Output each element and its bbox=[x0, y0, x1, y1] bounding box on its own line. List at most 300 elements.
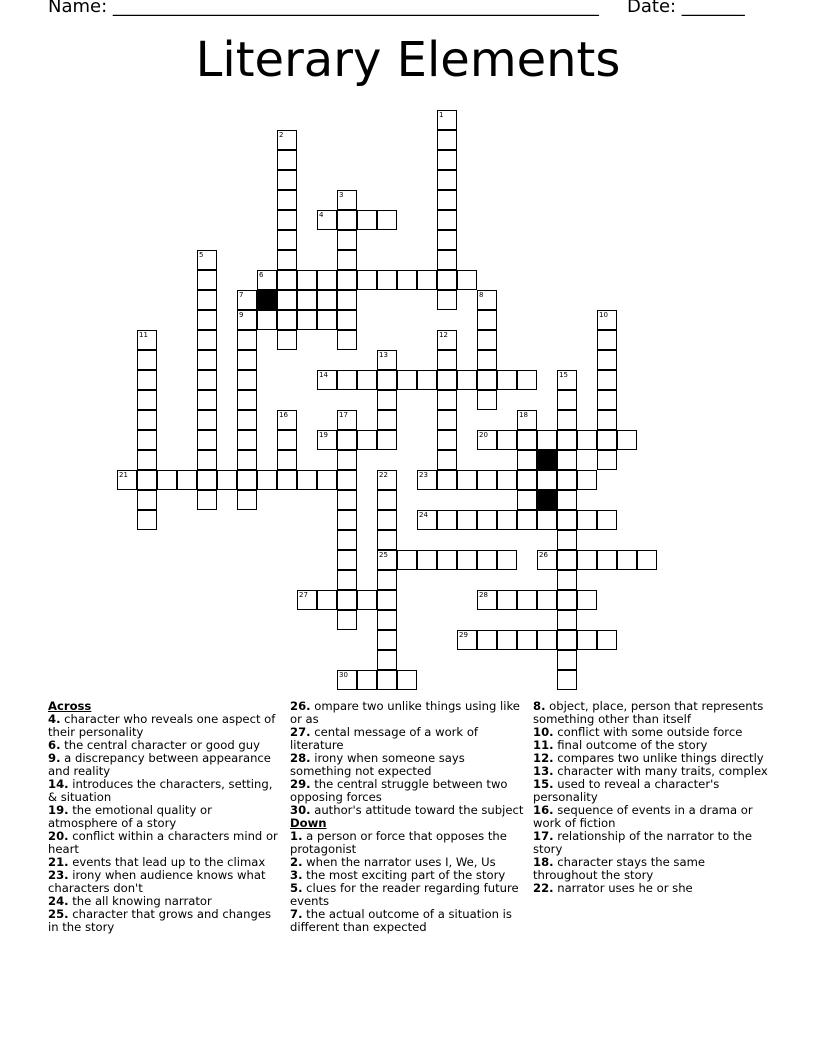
grid-cell[interactable] bbox=[317, 210, 337, 230]
clue-number: 9. bbox=[48, 751, 61, 765]
across-clue bbox=[48, 713, 284, 739]
clue-number: 26 bbox=[539, 551, 548, 559]
grid-cell[interactable] bbox=[537, 630, 557, 650]
grid-cell[interactable] bbox=[357, 210, 377, 230]
grid-cell[interactable] bbox=[377, 410, 397, 430]
clue-text: the central struggle between two opposing forces bbox=[290, 777, 508, 804]
date-field[interactable]: Date: _______ bbox=[627, 0, 745, 17]
clue-number: 24 bbox=[419, 511, 428, 519]
clue-number: 27. bbox=[290, 725, 311, 739]
clue-number: 27 bbox=[299, 591, 308, 599]
clue-text: used to reveal a character's personality bbox=[533, 777, 720, 804]
grid-cell[interactable] bbox=[357, 270, 377, 290]
grid-cell[interactable] bbox=[197, 490, 217, 510]
grid-cell[interactable] bbox=[397, 370, 417, 390]
grid-cell[interactable] bbox=[437, 330, 457, 350]
across-clue bbox=[48, 830, 284, 856]
grid-cell[interactable] bbox=[197, 430, 217, 450]
grid-cell[interactable] bbox=[437, 270, 457, 290]
grid-cell[interactable] bbox=[597, 430, 617, 450]
grid-cell[interactable] bbox=[337, 210, 357, 230]
grid-cell[interactable] bbox=[437, 410, 457, 430]
grid-cell[interactable] bbox=[477, 510, 497, 530]
grid-cell[interactable] bbox=[477, 430, 497, 450]
grid-cell[interactable] bbox=[597, 550, 617, 570]
clue-text: irony when someone says something not expected bbox=[290, 751, 465, 778]
down-clue bbox=[533, 778, 769, 804]
grid-cell[interactable] bbox=[517, 490, 537, 510]
grid-cell[interactable] bbox=[437, 430, 457, 450]
grid-cell[interactable] bbox=[537, 590, 557, 610]
grid-cell[interactable] bbox=[557, 470, 577, 490]
clue-number: 9 bbox=[239, 311, 244, 319]
grid-cell[interactable] bbox=[557, 450, 577, 470]
grid-cell[interactable] bbox=[217, 470, 237, 490]
grid-cell[interactable] bbox=[317, 270, 337, 290]
grid-cell[interactable] bbox=[517, 510, 537, 530]
clue-text: irony when audience knows what characters don't bbox=[48, 868, 266, 895]
grid-cell[interactable] bbox=[337, 230, 357, 250]
grid-cell[interactable] bbox=[437, 130, 457, 150]
grid-cell[interactable] bbox=[357, 590, 377, 610]
grid-cell[interactable] bbox=[277, 270, 297, 290]
grid-cell[interactable] bbox=[137, 410, 157, 430]
grid-cell[interactable] bbox=[597, 370, 617, 390]
clue-text: narrator uses he or she bbox=[553, 881, 693, 895]
grid-cell[interactable] bbox=[557, 670, 577, 690]
grid-cell[interactable] bbox=[157, 470, 177, 490]
grid-cell[interactable] bbox=[417, 550, 437, 570]
clue-column-1 bbox=[48, 700, 284, 934]
down-clue bbox=[533, 700, 769, 726]
grid-cell[interactable] bbox=[317, 470, 337, 490]
grid-cell[interactable] bbox=[337, 590, 357, 610]
grid-cell[interactable] bbox=[577, 430, 597, 450]
grid-cell[interactable] bbox=[437, 170, 457, 190]
grid-cell[interactable] bbox=[137, 430, 157, 450]
grid-cell[interactable] bbox=[337, 330, 357, 350]
clue-text: clues for the reader regarding future events bbox=[290, 881, 519, 908]
grid-cell[interactable] bbox=[317, 370, 337, 390]
grid-cell[interactable] bbox=[577, 510, 597, 530]
clue-number: 26. bbox=[290, 699, 311, 713]
clue-number: 18 bbox=[519, 411, 528, 419]
clue-number: 17. bbox=[533, 829, 554, 843]
grid-cell[interactable] bbox=[177, 470, 197, 490]
clue-number: 15 bbox=[559, 371, 568, 379]
grid-cell[interactable] bbox=[477, 470, 497, 490]
grid-cell[interactable] bbox=[317, 310, 337, 330]
grid-cell[interactable] bbox=[557, 610, 577, 630]
clue-number: 18. bbox=[533, 855, 554, 869]
grid-cell[interactable] bbox=[197, 370, 217, 390]
grid-cell[interactable] bbox=[417, 470, 437, 490]
grid-cell[interactable] bbox=[377, 630, 397, 650]
black-cell bbox=[537, 490, 557, 510]
grid-cell[interactable] bbox=[437, 390, 457, 410]
grid-cell[interactable] bbox=[557, 630, 577, 650]
clue-text: the most exciting part of the story bbox=[302, 868, 506, 882]
black-cell bbox=[537, 450, 557, 470]
grid-cell[interactable] bbox=[557, 410, 577, 430]
grid-cell[interactable] bbox=[457, 370, 477, 390]
grid-cell[interactable] bbox=[357, 370, 377, 390]
grid-cell[interactable] bbox=[597, 390, 617, 410]
grid-cell[interactable] bbox=[317, 590, 337, 610]
clue-text: the all knowing narrator bbox=[68, 894, 212, 908]
grid-cell[interactable] bbox=[537, 510, 557, 530]
clue-text: cental message of a work of literature bbox=[290, 725, 478, 752]
clue-number: 20. bbox=[48, 829, 69, 843]
grid-cell[interactable] bbox=[537, 550, 557, 570]
grid-cell[interactable] bbox=[577, 590, 597, 610]
grid-cell[interactable] bbox=[517, 410, 537, 430]
grid-cell[interactable] bbox=[377, 490, 397, 510]
grid-cell[interactable] bbox=[237, 470, 257, 490]
grid-cell[interactable] bbox=[457, 270, 477, 290]
grid-cell[interactable] bbox=[377, 470, 397, 490]
grid-cell[interactable] bbox=[337, 190, 357, 210]
grid-cell[interactable] bbox=[377, 430, 397, 450]
grid-cell[interactable] bbox=[397, 550, 417, 570]
grid-cell[interactable] bbox=[437, 370, 457, 390]
grid-cell[interactable] bbox=[277, 130, 297, 150]
grid-cell[interactable] bbox=[557, 510, 577, 530]
grid-cell[interactable] bbox=[337, 530, 357, 550]
clue-text: introduces the characters, setting, & situation bbox=[48, 777, 273, 804]
down-clue bbox=[533, 856, 769, 882]
grid-cell[interactable] bbox=[637, 550, 657, 570]
grid-cell[interactable] bbox=[437, 350, 457, 370]
clue-text: ompare two unlike things using like or as bbox=[290, 699, 520, 726]
across-clue bbox=[48, 778, 284, 804]
grid-cell[interactable] bbox=[617, 430, 637, 450]
clue-number: 23 bbox=[419, 471, 428, 479]
grid-cell[interactable] bbox=[457, 550, 477, 570]
grid-cell[interactable] bbox=[237, 390, 257, 410]
down-clue bbox=[533, 882, 769, 895]
grid-cell[interactable] bbox=[557, 650, 577, 670]
grid-cell[interactable] bbox=[137, 470, 157, 490]
grid-cell[interactable] bbox=[477, 590, 497, 610]
grid-cell[interactable] bbox=[477, 350, 497, 370]
grid-cell[interactable] bbox=[197, 290, 217, 310]
clue-number: 20 bbox=[479, 431, 488, 439]
grid-cell[interactable] bbox=[337, 270, 357, 290]
grid-cell[interactable] bbox=[377, 350, 397, 370]
grid-cell[interactable] bbox=[377, 610, 397, 630]
grid-cell[interactable] bbox=[497, 510, 517, 530]
clue-text: the emotional quality or atmosphere of a story bbox=[48, 803, 212, 830]
page-title: Literary Elements bbox=[195, 32, 621, 88]
clue-number: 21. bbox=[48, 855, 69, 869]
grid-cell[interactable] bbox=[537, 470, 557, 490]
grid-cell[interactable] bbox=[597, 310, 617, 330]
grid-cell[interactable] bbox=[297, 470, 317, 490]
grid-cell[interactable] bbox=[237, 330, 257, 350]
grid-cell[interactable] bbox=[337, 470, 357, 490]
grid-cell[interactable] bbox=[557, 430, 577, 450]
grid-cell[interactable] bbox=[437, 250, 457, 270]
grid-cell[interactable] bbox=[277, 450, 297, 470]
grid-cell[interactable] bbox=[377, 210, 397, 230]
grid-cell[interactable] bbox=[197, 390, 217, 410]
grid-cell[interactable] bbox=[457, 510, 477, 530]
grid-cell[interactable] bbox=[497, 630, 517, 650]
grid-cell[interactable] bbox=[277, 290, 297, 310]
grid-cell[interactable] bbox=[477, 310, 497, 330]
clue-number: 23. bbox=[48, 868, 69, 882]
grid-cell[interactable] bbox=[297, 290, 317, 310]
grid-cell[interactable] bbox=[337, 430, 357, 450]
grid-cell[interactable] bbox=[597, 510, 617, 530]
clue-number: 12 bbox=[439, 331, 448, 339]
grid-cell[interactable] bbox=[137, 510, 157, 530]
grid-cell[interactable] bbox=[477, 390, 497, 410]
grid-cell[interactable] bbox=[557, 570, 577, 590]
grid-cell[interactable] bbox=[237, 490, 257, 510]
grid-cell[interactable] bbox=[237, 450, 257, 470]
clue-number: 2 bbox=[279, 131, 284, 139]
grid-cell[interactable] bbox=[437, 210, 457, 230]
across-clue bbox=[290, 778, 526, 804]
grid-cell[interactable] bbox=[597, 630, 617, 650]
grid-cell[interactable] bbox=[377, 650, 397, 670]
grid-cell[interactable] bbox=[437, 190, 457, 210]
grid-cell[interactable] bbox=[277, 310, 297, 330]
grid-cell[interactable] bbox=[557, 590, 577, 610]
grid-cell[interactable] bbox=[377, 270, 397, 290]
grid-cell[interactable] bbox=[337, 670, 357, 690]
grid-cell[interactable] bbox=[297, 310, 317, 330]
grid-cell[interactable] bbox=[377, 530, 397, 550]
grid-cell[interactable] bbox=[237, 310, 257, 330]
grid-cell[interactable] bbox=[517, 450, 537, 470]
grid-cell[interactable] bbox=[377, 510, 397, 530]
grid-cell[interactable] bbox=[277, 430, 297, 450]
down-heading: Down bbox=[290, 816, 327, 830]
grid-cell[interactable] bbox=[277, 230, 297, 250]
grid-cell[interactable] bbox=[137, 370, 157, 390]
clue-number: 28 bbox=[479, 591, 488, 599]
grid-cell[interactable] bbox=[477, 550, 497, 570]
grid-cell[interactable] bbox=[557, 370, 577, 390]
grid-cell[interactable] bbox=[237, 350, 257, 370]
grid-cell[interactable] bbox=[557, 490, 577, 510]
grid-cell[interactable] bbox=[337, 370, 357, 390]
grid-cell[interactable] bbox=[577, 470, 597, 490]
clue-number: 15. bbox=[533, 777, 554, 791]
grid-cell[interactable] bbox=[297, 590, 317, 610]
grid-cell[interactable] bbox=[277, 470, 297, 490]
grid-cell[interactable] bbox=[437, 450, 457, 470]
grid-cell[interactable] bbox=[257, 310, 277, 330]
clue-number: 1. bbox=[290, 829, 303, 843]
grid-cell[interactable] bbox=[337, 550, 357, 570]
grid-cell[interactable] bbox=[137, 330, 157, 350]
clue-text: conflict within a characters mind or heart bbox=[48, 829, 278, 856]
grid-cell[interactable] bbox=[557, 530, 577, 550]
clue-number: 22. bbox=[533, 881, 554, 895]
grid-cell[interactable] bbox=[277, 330, 297, 350]
grid-cell[interactable] bbox=[457, 470, 477, 490]
clue-number: 30. bbox=[290, 803, 311, 817]
clue-number: 10. bbox=[533, 725, 554, 739]
clue-number: 21 bbox=[119, 471, 128, 479]
grid-cell[interactable] bbox=[397, 270, 417, 290]
clue-text: when the narrator uses I, We, Us bbox=[302, 855, 496, 869]
down-clue bbox=[290, 908, 526, 934]
clue-text: the central character or good guy bbox=[60, 738, 260, 752]
grid-cell[interactable] bbox=[597, 350, 617, 370]
grid-cell[interactable] bbox=[337, 490, 357, 510]
clue-number: 14 bbox=[319, 371, 328, 379]
grid-cell[interactable] bbox=[537, 430, 557, 450]
name-field[interactable]: Name: ______________________________________________________ bbox=[48, 0, 599, 17]
clue-number: 24. bbox=[48, 894, 69, 908]
grid-cell[interactable] bbox=[237, 370, 257, 390]
grid-cell[interactable] bbox=[137, 450, 157, 470]
grid-cell[interactable] bbox=[277, 210, 297, 230]
clue-number: 1 bbox=[439, 111, 444, 119]
grid-cell[interactable] bbox=[197, 270, 217, 290]
grid-cell[interactable] bbox=[437, 150, 457, 170]
clue-text: a person or force that opposes the protagonist bbox=[290, 829, 507, 856]
grid-cell[interactable] bbox=[557, 550, 577, 570]
grid-cell[interactable] bbox=[337, 510, 357, 530]
grid-cell[interactable] bbox=[517, 470, 537, 490]
grid-cell[interactable] bbox=[237, 410, 257, 430]
clue-number: 29 bbox=[459, 631, 468, 639]
grid-cell[interactable] bbox=[337, 610, 357, 630]
grid-cell[interactable] bbox=[137, 390, 157, 410]
grid-cell[interactable] bbox=[237, 290, 257, 310]
grid-cell[interactable] bbox=[357, 670, 377, 690]
grid-cell[interactable] bbox=[337, 310, 357, 330]
grid-cell[interactable] bbox=[497, 590, 517, 610]
grid-cell[interactable] bbox=[257, 470, 277, 490]
grid-cell[interactable] bbox=[417, 370, 437, 390]
grid-cell[interactable] bbox=[477, 370, 497, 390]
grid-cell[interactable] bbox=[137, 490, 157, 510]
grid-cell[interactable] bbox=[197, 310, 217, 330]
grid-cell[interactable] bbox=[417, 270, 437, 290]
grid-cell[interactable] bbox=[497, 370, 517, 390]
grid-cell[interactable] bbox=[377, 670, 397, 690]
clue-text: relationship of the narrator to the story bbox=[533, 829, 752, 856]
grid-cell[interactable] bbox=[497, 430, 517, 450]
grid-cell[interactable] bbox=[277, 250, 297, 270]
grid-cell[interactable] bbox=[497, 470, 517, 490]
grid-cell[interactable] bbox=[577, 550, 597, 570]
grid-cell[interactable] bbox=[377, 550, 397, 570]
grid-cell[interactable] bbox=[377, 590, 397, 610]
grid-cell[interactable] bbox=[197, 250, 217, 270]
grid-cell[interactable] bbox=[457, 630, 477, 650]
grid-cell[interactable] bbox=[277, 170, 297, 190]
clue-number: 12. bbox=[533, 751, 554, 765]
grid-cell[interactable] bbox=[577, 630, 597, 650]
grid-cell[interactable] bbox=[437, 470, 457, 490]
grid-cell[interactable] bbox=[197, 410, 217, 430]
grid-cell[interactable] bbox=[477, 330, 497, 350]
grid-cell[interactable] bbox=[437, 110, 457, 130]
black-cell bbox=[257, 290, 277, 310]
grid-cell[interactable] bbox=[277, 190, 297, 210]
grid-cell[interactable] bbox=[597, 410, 617, 430]
grid-cell[interactable] bbox=[597, 450, 617, 470]
clue-number: 19 bbox=[319, 431, 328, 439]
grid-cell[interactable] bbox=[357, 430, 377, 450]
grid-cell[interactable] bbox=[197, 470, 217, 490]
grid-cell[interactable] bbox=[297, 270, 317, 290]
grid-cell[interactable] bbox=[477, 290, 497, 310]
grid-cell[interactable] bbox=[337, 250, 357, 270]
across-clue bbox=[290, 700, 526, 726]
grid-cell[interactable] bbox=[197, 350, 217, 370]
down-clue bbox=[533, 830, 769, 856]
grid-cell[interactable] bbox=[557, 390, 577, 410]
clue-number: 5. bbox=[290, 881, 303, 895]
grid-cell[interactable] bbox=[197, 330, 217, 350]
grid-cell[interactable] bbox=[277, 150, 297, 170]
grid-cell[interactable] bbox=[477, 630, 497, 650]
grid-cell[interactable] bbox=[437, 550, 457, 570]
grid-cell[interactable] bbox=[517, 370, 537, 390]
down-clue bbox=[290, 882, 526, 908]
clue-number: 13. bbox=[533, 764, 554, 778]
clue-number: 3. bbox=[290, 868, 303, 882]
grid-cell[interactable] bbox=[337, 410, 357, 430]
clue-number: 28. bbox=[290, 751, 311, 765]
grid-cell[interactable] bbox=[137, 350, 157, 370]
clue-text: character with many traits, complex bbox=[553, 764, 768, 778]
grid-cell[interactable] bbox=[257, 270, 277, 290]
clue-number: 5 bbox=[199, 251, 204, 259]
grid-cell[interactable] bbox=[277, 410, 297, 430]
grid-cell[interactable] bbox=[597, 330, 617, 350]
grid-cell[interactable] bbox=[517, 590, 537, 610]
grid-cell[interactable] bbox=[317, 430, 337, 450]
grid-cell[interactable] bbox=[497, 550, 517, 570]
grid-cell[interactable] bbox=[337, 570, 357, 590]
grid-cell[interactable] bbox=[317, 290, 337, 310]
grid-cell[interactable] bbox=[117, 470, 137, 490]
grid-cell[interactable] bbox=[517, 430, 537, 450]
clue-text: final outcome of the story bbox=[553, 738, 708, 752]
grid-cell[interactable] bbox=[397, 670, 417, 690]
grid-cell[interactable] bbox=[417, 510, 437, 530]
grid-cell[interactable] bbox=[437, 290, 457, 310]
clue-number: 25. bbox=[48, 907, 69, 921]
clue-text: sequence of events in a drama or work of fiction bbox=[533, 803, 753, 830]
grid-cell[interactable] bbox=[377, 370, 397, 390]
grid-cell[interactable] bbox=[237, 430, 257, 450]
clue-number: 13 bbox=[379, 351, 388, 359]
clue-number: 8 bbox=[479, 291, 484, 299]
grid-cell[interactable] bbox=[437, 510, 457, 530]
grid-cell[interactable] bbox=[337, 450, 357, 470]
grid-cell[interactable] bbox=[197, 450, 217, 470]
grid-cell[interactable] bbox=[377, 390, 397, 410]
across-clue bbox=[290, 726, 526, 752]
grid-cell[interactable] bbox=[437, 230, 457, 250]
clue-text: a discrepancy between appearance and reality bbox=[48, 751, 271, 778]
grid-cell[interactable] bbox=[377, 570, 397, 590]
grid-cell[interactable] bbox=[517, 630, 537, 650]
grid-cell[interactable] bbox=[617, 550, 637, 570]
grid-cell[interactable] bbox=[337, 290, 357, 310]
